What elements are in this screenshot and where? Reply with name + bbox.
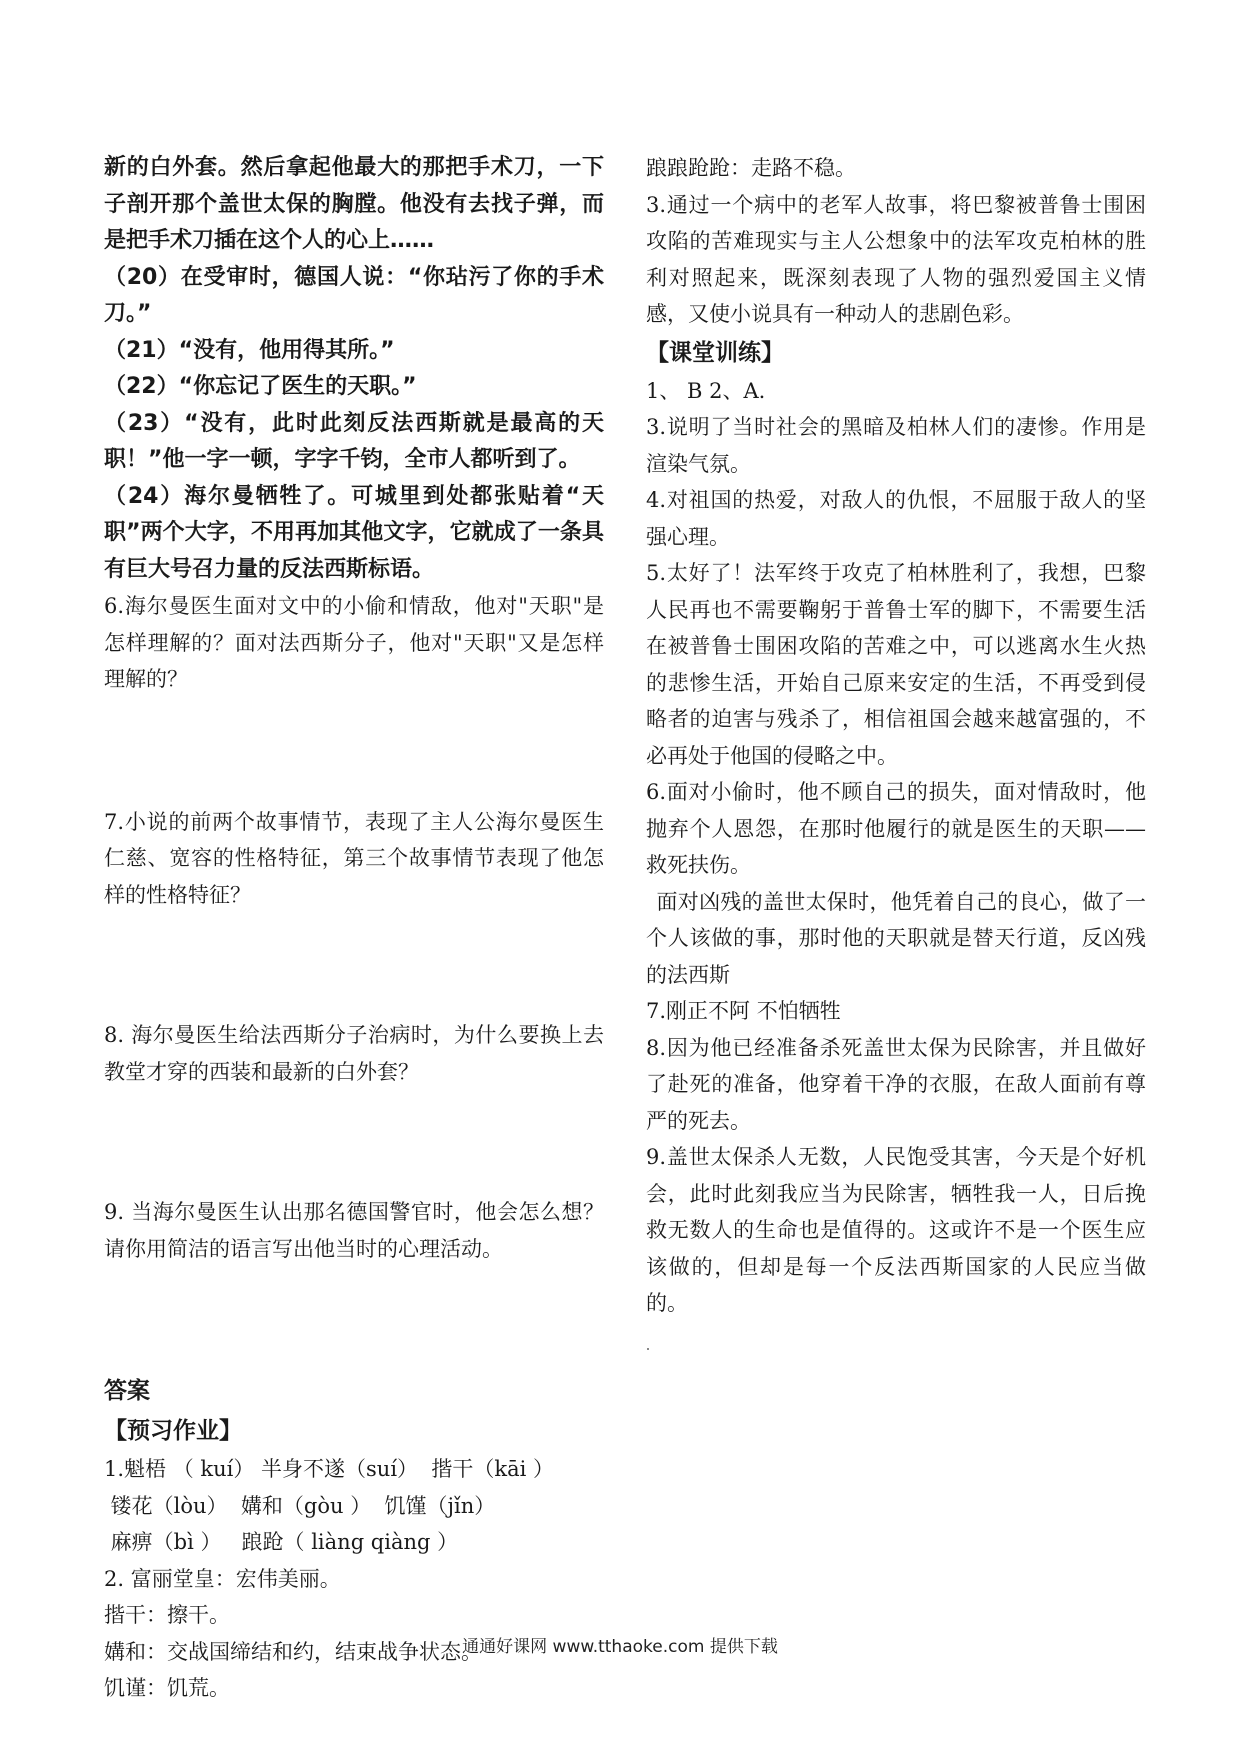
class-answer-6a: 6.面对小偷时，他不顾自己的损失，面对情敌时，他抛弃个人恩怨，在那时他履行的就是医生的天职——救死扶伤。: [646, 780, 1146, 877]
vocab-line-2: 镂花（lòu） 媾和（gòu ） 饥馑（jǐn）: [104, 1493, 496, 1518]
story-paragraph-20: （20）在受审时，德国人说：“你玷污了你的手术刀。”: [104, 264, 604, 326]
question-6: 6.海尔曼医生面对文中的小偷和情敌，他对"天职"是怎样理解的？面对法西斯分子，他对"天职"又是怎样理解的？: [104, 594, 604, 691]
class-training-title: 【课堂训练】: [646, 339, 784, 366]
preview-answer-3: 3.通过一个病中的老军人故事，将巴黎被普鲁士围困攻陷的苦难现实与主人公想象中的法军攻克柏林的胜利对照起来，既深刻表现了人物的强烈爱国主义情感，又使小说具有一种动人的悲剧色彩。: [646, 192, 1146, 326]
story-paragraph-24: （24）海尔曼牺牲了。可城里到处都张贴着“天职”两个大字，不用再加其他文字，它就成了一条具有巨大号召力量的反法西斯标语。: [104, 483, 604, 582]
class-answer-5: 5.太好了！法军终于攻克了柏林胜利了，我想，巴黎人民再也不需要鞠躬于普鲁士军的脚下，不需要生活在被普鲁士围困攻陷的苦难之中，可以逃离水生火热的悲惨生活，开始自己原来安定的生活，不再受到侵略者的迫害与残杀了，相信祖国会越来越富强的，不必再处于他国的侵略之中。: [646, 561, 1146, 768]
class-answer-8: 8.因为他已经准备杀死盖世太保为民除害，并且做好了赴死的准备，他穿着干净的衣服，在敌人面前有尊严的死去。: [646, 1035, 1146, 1133]
class-answer-1-2: 1、 B 2、A.: [646, 378, 766, 403]
class-answer-6b: 面对凶残的盖世太保时，他凭着自己的良心，做了一个人该做的事，那时他的天职就是替天行道，反凶残的法西斯: [646, 889, 1146, 987]
class-answer-7: 7.刚正不阿 不怕牺牲: [646, 999, 841, 1023]
page-footer: 通通好课网 www.tthaoke.com 提供下载: [462, 1637, 778, 1657]
answer-space-6: [104, 698, 604, 804]
answer-space-7: [104, 913, 604, 1017]
left-column: [104, 150, 604, 1707]
definition-3: 媾和：交战国缔结和约，结束战争状态。: [104, 1639, 482, 1664]
class-answer-4: 4.对祖国的热爱，对敌人的仇恨，不屈服于敌人的坚强心理。: [646, 488, 1146, 549]
question-9: 9. 当海尔曼医生认出那名德国警官时，他会怎么想？请你用简洁的语言写出他当时的心理活动。: [104, 1200, 604, 1261]
answer-space-9: [104, 1267, 604, 1371]
question-7: 7.小说的前两个故事情节，表现了主人公海尔曼医生仁慈、宽容的性格特征，第三个故事情节表现了他怎样的性格特征？: [104, 809, 604, 907]
scan-dot: [647, 1348, 649, 1350]
answer-title: 答案: [104, 1378, 150, 1404]
story-paragraph-19: 新的白外套。然后拿起他最大的那把手术刀，一下子剖开那个盖世太保的胸膛。他没有去找子弹，而是把手术刀插在这个人的心上……: [104, 155, 604, 253]
definition-5: 踉踉跄跄：走路不稳。: [646, 156, 856, 180]
story-paragraph-22: （22）“你忘记了医生的天职。”: [104, 374, 417, 399]
right-column: [646, 150, 1146, 1322]
definition-1: 2. 富丽堂皇：宏伟美丽。: [104, 1566, 341, 1591]
vocab-line-1: 1.魁梧 （ kuí） 半身不遂（suí） 揩干（kāi ）: [104, 1457, 555, 1481]
definition-2: 揩干：擦干。: [104, 1603, 230, 1627]
story-paragraph-21: （21）“没有，他用得其所。”: [104, 337, 395, 363]
answer-space-8: [104, 1090, 604, 1194]
class-answer-3: 3.说明了当时社会的黑暗及柏林人们的凄惨。作用是渲染气氛。: [646, 415, 1146, 476]
question-8: 8. 海尔曼医生给法西斯分子治病时，为什么要换上去教堂才穿的西装和最新的白外套？: [104, 1023, 604, 1084]
preview-section-title: 【预习作业】: [104, 1418, 242, 1444]
definition-4: 饥谨：饥荒。: [104, 1676, 230, 1700]
vocab-line-3: 麻痹（bì ） 踉跄（ liàng qiàng ）: [104, 1530, 459, 1554]
class-answer-9: 9.盖世太保杀人无数，人民饱受其害，今天是个好机会，此时此刻我应当为民除害，牺牲我一人，日后挽救无数人的生命也是值得的。这或许不是一个医生应该做的，但却是每一个反法西斯国家的人民应当做的。: [646, 1145, 1146, 1315]
story-paragraph-23: （23）“没有，此时此刻反法西斯就是最高的天职！”他一字一顿，字字千钧，全市人都听到了。: [104, 410, 604, 472]
